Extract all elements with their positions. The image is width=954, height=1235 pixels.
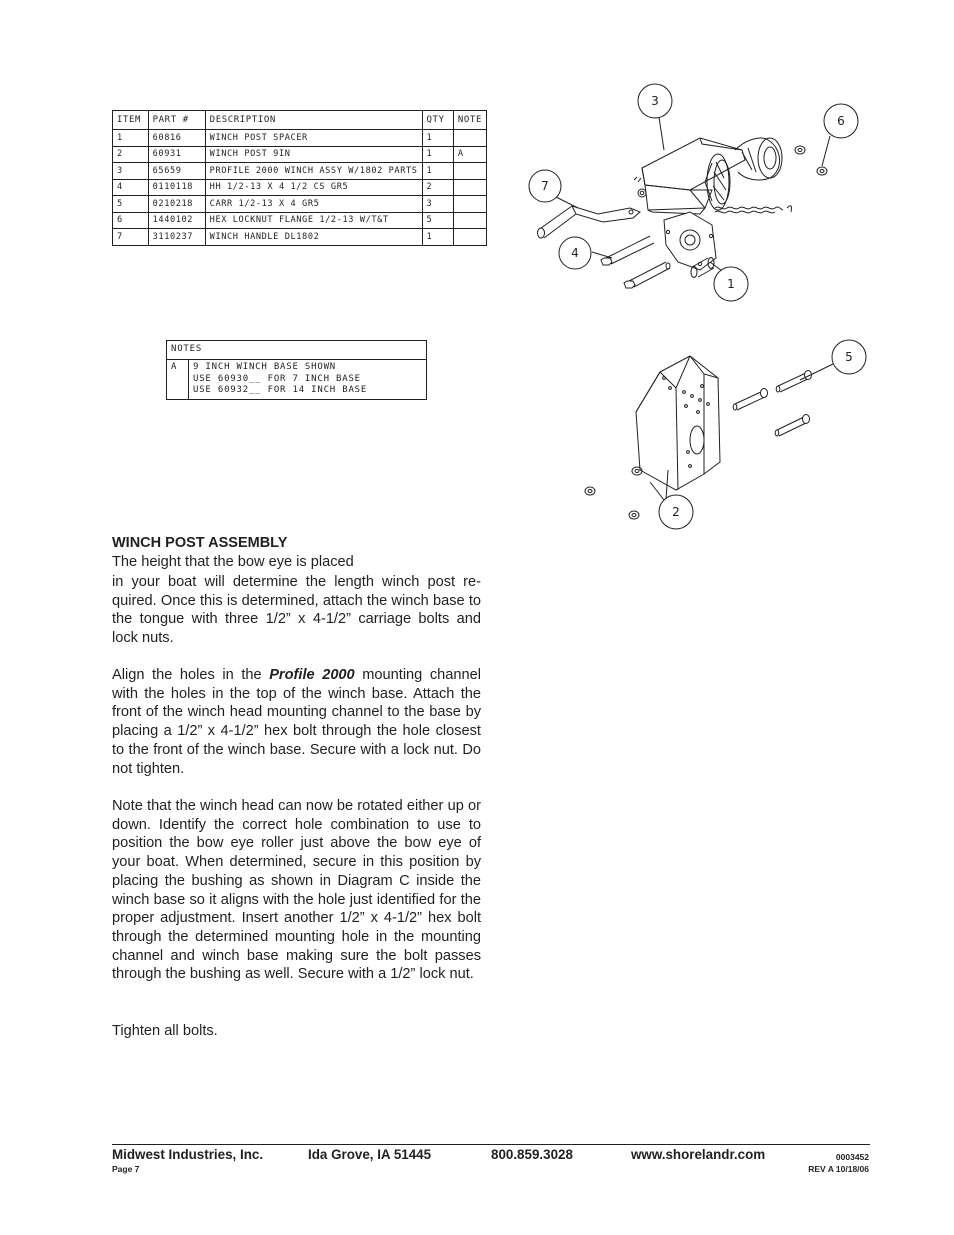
table-cell: 65659	[148, 163, 205, 180]
paragraph-3	[112, 797, 481, 984]
lower-nuts-drawing	[585, 467, 642, 519]
product-name: Profile 2000	[269, 667, 355, 683]
table-cell: 5	[113, 196, 149, 213]
notes-line: USE 60932__ FOR 14 INCH BASE	[193, 385, 368, 395]
callout-label: 5	[845, 350, 853, 364]
table-cell: 3	[422, 196, 453, 213]
carriage-bolts-drawing	[733, 371, 811, 437]
callout-label: 7	[541, 179, 549, 193]
paragraph-1-text: in your boat will determine the length winch post re-quired. Once this is determined, attach the winch base to the tongue with three 1/2” x 4-1/2” carriage bolts and lock nuts.	[112, 574, 481, 647]
table-cell: 3110237	[148, 229, 205, 246]
table-cell: 0110118	[148, 179, 205, 196]
winch-handle-drawing	[538, 206, 641, 238]
notes-header: NOTES	[167, 341, 427, 360]
table-cell: 0210218	[148, 196, 205, 213]
table-cell: 6	[113, 212, 149, 229]
table-cell: 1	[422, 146, 453, 163]
notes-line: 9 INCH WINCH BASE SHOWN	[193, 362, 337, 372]
lock-nuts-drawing	[795, 146, 827, 175]
footer-rule	[112, 1144, 870, 1145]
table-cell: WINCH POST 9IN	[205, 146, 422, 163]
table-cell: 2	[113, 146, 149, 163]
callout-label: 4	[571, 246, 579, 260]
section-title: WINCH POST ASSEMBLY	[112, 535, 288, 551]
table-cell: PROFILE 2000 WINCH ASSY W/1802 PARTS	[205, 163, 422, 180]
callout-label: 1	[727, 277, 735, 291]
callout-label: 6	[837, 114, 845, 128]
notes-letter: A	[167, 360, 189, 400]
table-cell: CARR 1/2-13 X 4 GR5	[205, 196, 422, 213]
header-cell: NOTE	[453, 111, 486, 130]
footer-company: Midwest Industries, Inc.	[112, 1147, 264, 1162]
callout-label: 2	[672, 505, 680, 519]
table-cell: HH 1/2-13 X 4 1/2 CS GR5	[205, 179, 422, 196]
table-cell: 3	[113, 163, 149, 180]
table-cell: 4	[113, 179, 149, 196]
footer-doc-number: 0003452	[835, 1152, 869, 1162]
table-cell: 7	[113, 229, 149, 246]
notes-line: USE 60930__ FOR 7 INCH BASE	[193, 373, 361, 384]
header-cell: DESCRIPTION	[205, 111, 422, 130]
table-cell: 1	[422, 229, 453, 246]
table-cell: WINCH HANDLE DL1802	[205, 229, 422, 246]
footer-city: Ida Grove, IA 51445	[308, 1147, 432, 1162]
table-cell: A	[453, 146, 486, 163]
table-cell: 1440102	[148, 212, 205, 229]
footer-page: Page 7	[112, 1164, 140, 1174]
header-cell: QTY	[422, 111, 453, 130]
table-cell: 1	[422, 130, 453, 147]
footer-website: www.shorelandr.com	[631, 1147, 766, 1162]
paragraph-4-text: Tighten all bolts.	[112, 1023, 218, 1039]
table-cell: 1	[113, 130, 149, 147]
table-cell: WINCH POST SPACER	[205, 130, 422, 147]
paragraph-3-text: Note that the winch head can now be rotated either up or down. Identify the correct hole combination to use to position the bow eye roller just above the bow eye of your boat. When determined, secure in this position by placing the bushing as shown in Diagram C inside the winch base so it aligns with the hole just identified for the proper adjustment. Insert another 1/2” x 4-1/2” hex bolt through the determined mounting hole in the mounting channel and winch base making sure the bolt passes through the bushing as well. Secure with a 1/2” lock nut.	[112, 798, 481, 983]
paragraph-1	[112, 573, 481, 648]
winch-post-drawing	[636, 356, 720, 490]
paragraph-4	[112, 1022, 481, 1041]
table-cell: 1	[422, 163, 453, 180]
winch-head-drawing	[634, 138, 792, 270]
p2-before: Align the holes in the	[112, 667, 270, 683]
callout-label: 3	[651, 94, 659, 108]
table-cell: 2	[422, 179, 453, 196]
footer-revision: REV A 10/18/06	[808, 1164, 869, 1174]
header-cell: ITEM	[113, 111, 149, 130]
first-line: The height that the bow eye is placed	[112, 554, 354, 570]
hex-bolts-drawing	[601, 236, 670, 288]
table-cell: 60931	[148, 146, 205, 163]
p2-after: mounting channel with the holes in the top of the winch base. Attach the front of the winch head mounting channel to the base by placing a 1/2” x 4-1/2” hex bolt through the hole closest to the front of the winch base. Secure with a lock nut. Do not tighten.	[112, 667, 481, 777]
header-cell: PART #	[148, 111, 205, 130]
table-cell: 5	[422, 212, 453, 229]
table-cell: 60816	[148, 130, 205, 147]
table-cell: HEX LOCKNUT FLANGE 1/2-13 W/T&T	[205, 212, 422, 229]
paragraph-2-text	[112, 666, 481, 778]
paragraph-2	[112, 666, 481, 778]
exploded-assembly-drawing	[0, 0, 954, 560]
footer-phone: 800.859.3028	[491, 1147, 573, 1162]
